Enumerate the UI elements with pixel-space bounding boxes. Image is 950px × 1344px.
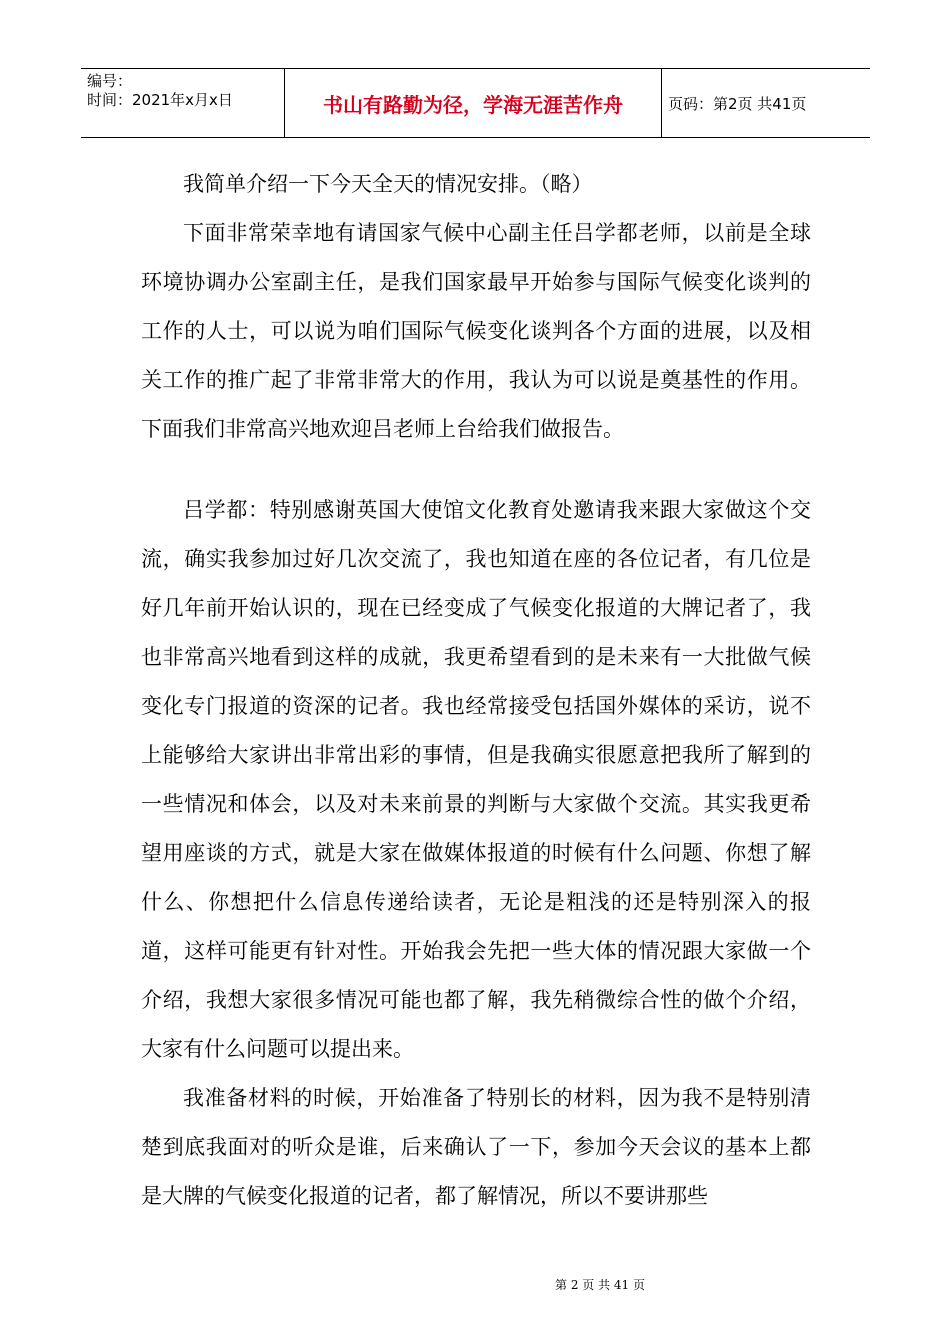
paragraph: 吕学都：特别感谢英国大使馆文化教育处邀请我来跟大家做这个交流，确实我参加过好几次交流了，我也知道在座的各位记者，有几位是好几年前开始认识的，现在已经变成了气候变化报道的大牌记者了，我也非常高兴地看到这样的成就，我更希望看到的是未来有一大批做气候变化专门报道的资深的记者。我也经常接受包括国外媒体的采访，说不上能够给大家讲出非常出彩的事情，但是我确实很愿意把我所了解到的一些情况和体会，以及对未来前景的判断与大家做个交流。其实我更希望用座谈的方式，就是大家在做媒体报道的时候有什么问题、你想了解什么、你想把什么信息传递给读者，无论是粗浅的还是特别深入的报道，这样可能更有针对性。开始我会先把一些大体的情况跟大家做一个介绍，我想大家很多情况可能也都了解，我先稍微综合性的做个介绍，大家有什么问题可以提出来。 xyxy=(141,498,811,1061)
header-motto-cell xyxy=(285,69,661,137)
footer-page-number: 第 2 页 共 41 页 xyxy=(555,1278,645,1292)
document-body xyxy=(141,160,811,1221)
paragraph: 我简单介绍一下今天全天的情况安排。（略） xyxy=(183,172,593,196)
header-meta xyxy=(81,69,284,137)
paragraph: 我准备材料的时候，开始准备了特别长的材料，因为我不是特别清楚到底我面对的听众是谁，后来确认了一下，参加今天会议的基本上都是大牌的气候变化报道的记者，都了解情况，所以不要讲那些 xyxy=(141,1086,811,1208)
paragraph: 下面非常荣幸地有请国家气候中心副主任吕学都老师，以前是全球环境协调办公室副主任，是我们国家最早开始参与国际气候变化谈判的工作的人士，可以说为咱们国际气候变化谈判各个方面的进展，以及相关工作的推广起了非常非常大的作用，我认为可以说是奠基性的作用。下面我们非常高兴地欢迎吕老师上台给我们做报告。 xyxy=(141,221,811,441)
page-info: 页码：第2页 共41页 xyxy=(668,94,807,113)
number-label: 编号： xyxy=(87,72,133,90)
page-header xyxy=(81,68,870,138)
page-footer xyxy=(0,1276,950,1293)
motto-text: 书山有路勤为径，学海无涯苦作舟 xyxy=(323,92,623,117)
header-page-cell xyxy=(662,69,870,137)
date-label: 时间：2021年x月x日 xyxy=(87,91,233,109)
